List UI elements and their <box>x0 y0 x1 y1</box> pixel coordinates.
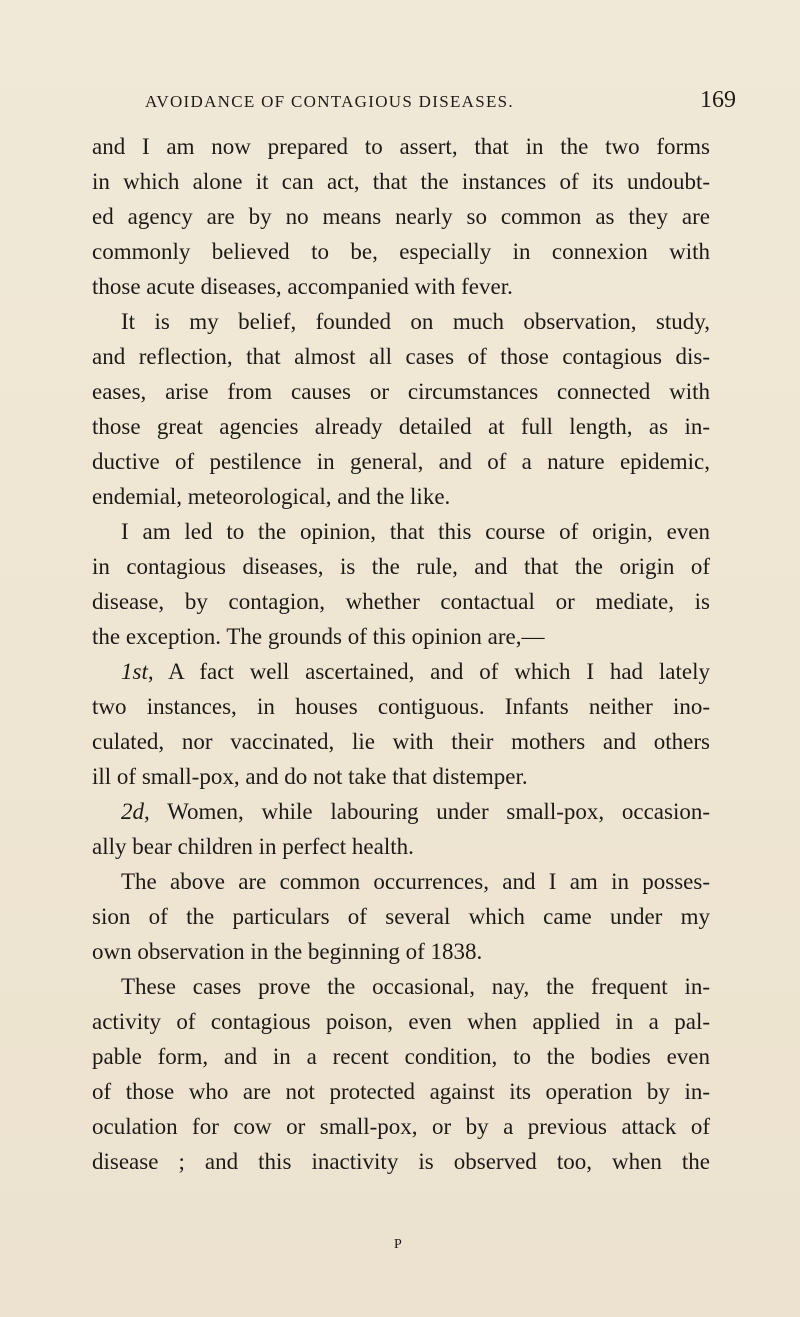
body-text <box>92 129 710 1179</box>
text-line: and reflection, that almost all cases of those contagious dis- <box>92 344 710 369</box>
text-line: I am led to the opinion, that this course of origin, even <box>121 519 710 544</box>
text-line: disease, by contagion, whether contactual or mediate, is <box>92 589 710 614</box>
text-line: ed agency are by no means nearly so common as they are <box>92 204 710 229</box>
text-line: commonly believed to be, especially in connexion with <box>92 239 710 264</box>
text-line: sion of the particulars of several which came under my <box>92 904 710 929</box>
text-line: and I am now prepared to assert, that in the two forms <box>92 134 710 159</box>
text-line: those great agencies already detailed at full length, as in- <box>92 414 710 439</box>
text-line: of those who are not protected against its operation by in- <box>92 1079 710 1104</box>
text-line: culated, nor vaccinated, lie with their mothers and others <box>92 729 710 754</box>
signature-mark: P <box>394 1237 403 1252</box>
running-head <box>145 88 745 118</box>
text-line: 1st, A fact well ascertained, and of which I had lately <box>121 659 710 684</box>
text-line: It is my belief, founded on much observation, study, <box>121 309 710 334</box>
text-line: in which alone it can act, that the instances of its undoubt- <box>92 169 710 194</box>
text-line: eases, arise from causes or circumstances connected with <box>92 379 710 404</box>
text-line: pable form, and in a recent condition, to the bodies even <box>92 1044 710 1069</box>
text-line: The above are common occurrences, and I am in posses- <box>121 869 710 894</box>
text-line: endemial, meteorological, and the like. <box>92 484 451 509</box>
page-number: 169 <box>700 87 736 113</box>
text-line: activity of contagious poison, even when applied in a pal- <box>92 1009 710 1034</box>
text-line: two instances, in houses contiguous. Infants neither ino- <box>92 694 710 719</box>
text-line: those acute diseases, accompanied with fever. <box>92 274 513 299</box>
text-line: ally bear children in perfect health. <box>92 834 414 859</box>
text-line: own observation in the beginning of 1838. <box>92 939 483 964</box>
text-line: disease ; and this inactivity is observed too, when the <box>92 1149 710 1174</box>
text-line: ductive of pestilence in general, and of a nature epidemic, <box>92 449 710 474</box>
text-line: oculation for cow or small-pox, or by a previous attack of <box>92 1114 710 1139</box>
text-line: 2d, Women, while labouring under small-pox, occasion- <box>121 799 710 824</box>
text-line: in contagious diseases, is the rule, and that the origin of <box>92 554 710 579</box>
text-line: These cases prove the occasional, nay, the frequent in- <box>121 974 710 999</box>
running-title: AVOIDANCE OF CONTAGIOUS DISEASES. <box>145 92 514 111</box>
text-line: the exception. The grounds of this opinion are,— <box>92 624 545 649</box>
text-line: ill of small-pox, and do not take that distemper. <box>92 764 528 789</box>
